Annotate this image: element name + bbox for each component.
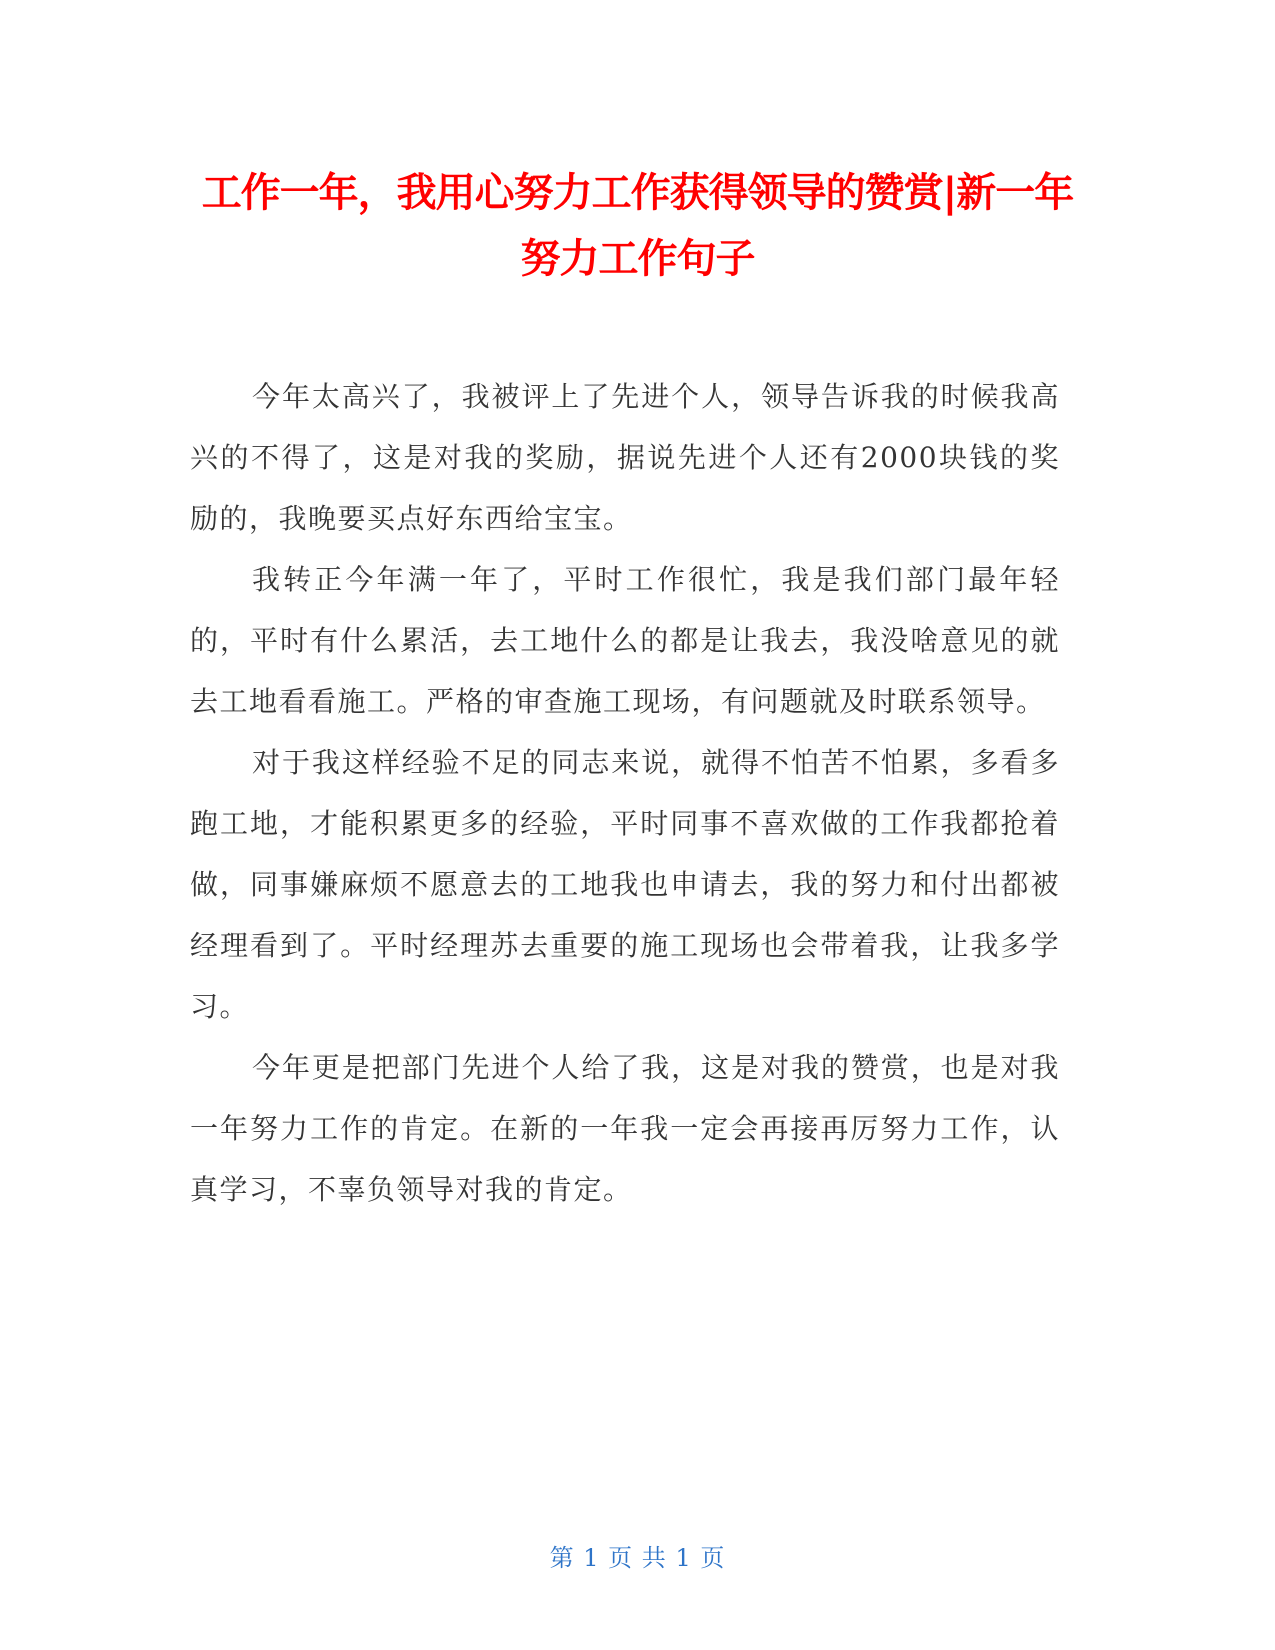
page-number-footer: 第 1 页 共 1 页 xyxy=(549,1544,726,1572)
paragraph-4: 今年更是把部门先进个人给了我，这是对我的赞赏，也是对我一年努力工作的肯定。在新的一年我一定会再接再厉努力工作，认真学习，不辜负领导对我的肯定。 xyxy=(190,1051,1060,1206)
paragraph-3: 对于我这样经验不足的同志来说，就得不怕苦不怕累，多看多跑工地，才能积累更多的经验，平时同事不喜欢做的工作我都抢着做，同事嫌麻烦不愿意去的工地我也申请去，我的努力和付出都被经理看到了。平时经理苏去重要的施工现场也会带着我，让我多学习。 xyxy=(190,746,1060,1023)
paragraph-1: 今年太高兴了，我被评上了先进个人，领导告诉我的时候我高兴的不得了，这是对我的奖励，据说先进个人还有2000块钱的奖励的，我晚要买点好东西给宝宝。 xyxy=(190,380,1060,535)
paragraph-2: 我转正今年满一年了，平时工作很忙，我是我们部门最年轻的，平时有什么累活，去工地什么的都是让我去，我没啥意见的就去工地看看施工。严格的审查施工现场，有问题就及时联系领导。 xyxy=(190,563,1060,718)
document-body xyxy=(190,366,1060,1220)
document-title: 工作一年，我用心努力工作获得领导的赞赏|新一年努力工作句子 xyxy=(201,170,1074,282)
